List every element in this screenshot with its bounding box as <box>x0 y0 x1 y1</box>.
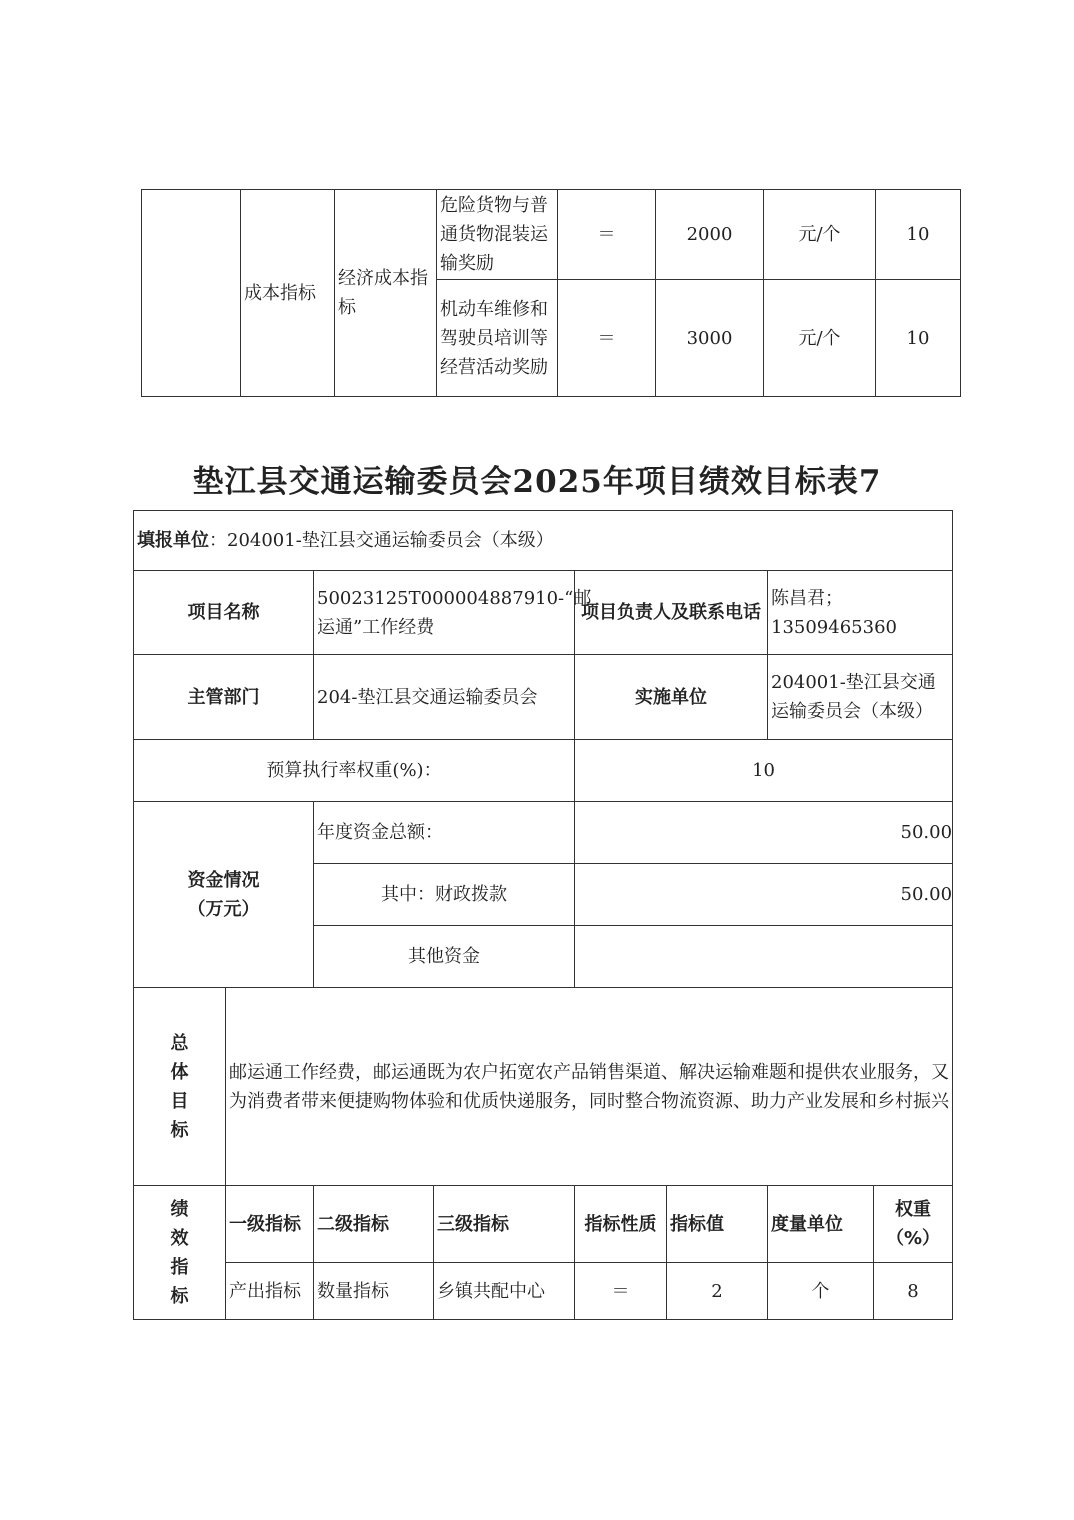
level3-cell: 危险货物与普通货物混装运输奖励 <box>437 190 558 280</box>
budget-weight-row <box>134 740 953 802</box>
contact-value: 陈昌君；13509465360 <box>768 571 953 655</box>
project-name-label: 项目名称 <box>134 571 314 655</box>
goal-text: 邮运通工作经费，邮运通既为农户拓宽农产品销售渠道、解决运输难题和提供农业服务，又为消费者带来便捷购物体验和优质快递服务，同时整合物流资源、助力产业发展和乡村振兴 <box>226 988 953 1186</box>
nature-cell: ＝ <box>558 190 656 280</box>
fill-unit-value: ：204001-垫江县交通运输委员会（本级） <box>209 530 554 551</box>
impl-value: 204001-垫江县交通运输委员会（本级） <box>768 655 953 740</box>
level2-cell: 经济成本指标 <box>335 190 437 397</box>
page-title: 垫江县交通运输委员会2025年项目绩效目标表7 <box>192 464 882 500</box>
header-weight: 权重（%） <box>874 1186 953 1263</box>
goal-label-char: 目 <box>170 1090 189 1112</box>
annual-total-value: 50.00 <box>575 802 953 864</box>
header-level3: 三级指标 <box>434 1186 575 1263</box>
perf-label <box>134 1186 226 1320</box>
funds-row <box>134 802 953 864</box>
unit-cell: 元/个 <box>764 280 876 397</box>
impl-label: 实施单位 <box>575 655 768 740</box>
indicator-level3: 乡镇共配中心 <box>434 1263 575 1320</box>
weight-cell: 10 <box>876 190 961 280</box>
indicator-nature: ＝ <box>575 1263 667 1320</box>
department-row <box>134 655 953 740</box>
indicator-value: 2 <box>667 1263 768 1320</box>
value-cell: 2000 <box>656 190 764 280</box>
dept-value: 204-垫江县交通运输委员会 <box>314 655 575 740</box>
contact-label: 项目负责人及联系电话 <box>575 571 768 655</box>
annual-total-label: 年度资金总额： <box>314 802 575 864</box>
indicator-unit: 个 <box>768 1263 874 1320</box>
project-name-value: 50023125T000004887910-“邮运通”工作经费 <box>314 571 575 655</box>
goal-label-char: 标 <box>170 1119 189 1141</box>
fill-unit-label: 填报单位 <box>137 530 209 551</box>
perf-label-char: 指 <box>170 1256 189 1278</box>
funds-label-line2: （万元） <box>187 898 260 920</box>
value-cell: 3000 <box>656 280 764 397</box>
indicator-level1: 产出指标 <box>226 1263 314 1320</box>
goal-label-char: 总 <box>170 1032 189 1054</box>
header-level2: 二级指标 <box>314 1186 434 1263</box>
fill-unit-row <box>134 511 953 571</box>
fill-unit-cell <box>134 511 953 571</box>
header-level1: 一级指标 <box>226 1186 314 1263</box>
level3-cell: 机动车维修和驾驶员培训等经营活动奖励 <box>437 280 558 397</box>
unit-cell: 元/个 <box>764 190 876 280</box>
budget-weight-value: 10 <box>575 740 953 802</box>
header-unit: 度量单位 <box>768 1186 874 1263</box>
other-funds-value <box>575 926 953 988</box>
previous-indicator-table <box>141 189 961 397</box>
perf-label-char: 效 <box>170 1227 189 1249</box>
budget-weight-label: 预算执行率权重(%)： <box>134 740 575 802</box>
header-nature: 指标性质 <box>575 1186 667 1263</box>
fiscal-label: 其中：财政拨款 <box>314 864 575 926</box>
weight-cell: 10 <box>876 280 961 397</box>
goal-row <box>134 988 953 1186</box>
table-row <box>142 190 961 280</box>
other-funds-label: 其他资金 <box>314 926 575 988</box>
goal-label <box>134 988 226 1186</box>
level1-cell: 成本指标 <box>241 190 335 397</box>
indicator-row <box>134 1263 953 1320</box>
perf-label-char: 标 <box>170 1285 189 1307</box>
performance-target-table <box>133 510 953 1320</box>
header-value: 指标值 <box>667 1186 768 1263</box>
funds-label <box>134 802 314 988</box>
perf-label-char: 绩 <box>170 1198 189 1220</box>
indicator-header-row <box>134 1186 953 1263</box>
dept-label: 主管部门 <box>134 655 314 740</box>
empty-cell <box>142 190 241 397</box>
indicator-level2: 数量指标 <box>314 1263 434 1320</box>
funds-label-line1: 资金情况 <box>187 869 260 891</box>
indicator-weight: 8 <box>874 1263 953 1320</box>
goal-label-char: 体 <box>170 1061 189 1083</box>
nature-cell: ＝ <box>558 280 656 397</box>
fiscal-value: 50.00 <box>575 864 953 926</box>
project-row <box>134 571 953 655</box>
